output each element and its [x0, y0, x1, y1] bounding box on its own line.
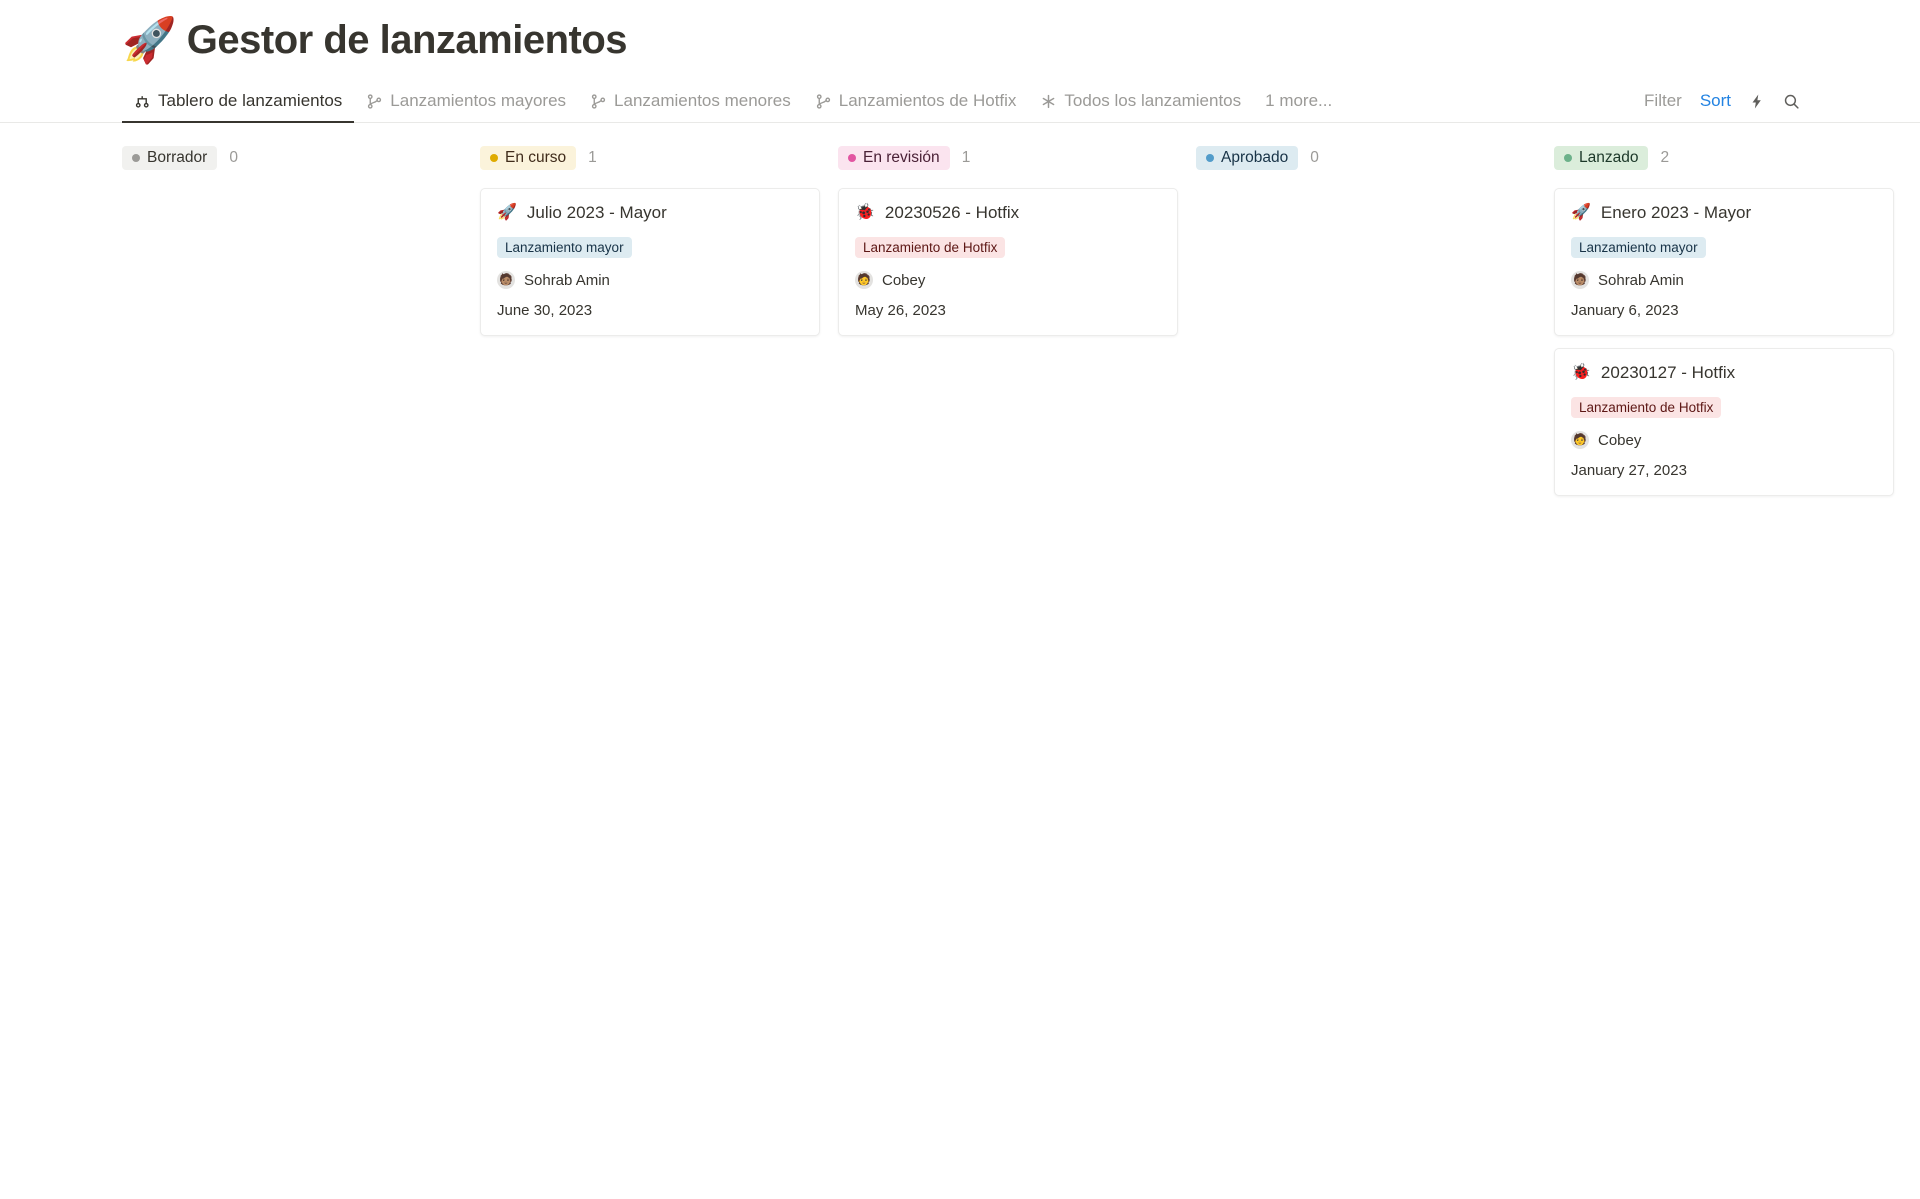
board-icon — [134, 93, 151, 110]
card-date: January 27, 2023 — [1571, 462, 1687, 479]
tab-label: Lanzamientos de Hotfix — [838, 91, 1017, 110]
board-column-borrador — [122, 145, 480, 188]
column-name: En revisión — [863, 149, 940, 166]
card-date: May 26, 2023 — [855, 302, 946, 319]
card-person-name: Cobey — [1598, 431, 1642, 449]
card-date: January 6, 2023 — [1571, 302, 1679, 319]
avatar: 🧑🏽 — [1571, 271, 1589, 289]
rocket-icon: 🚀 — [1571, 204, 1591, 221]
status-badge — [1554, 146, 1648, 170]
lightning-icon[interactable] — [1749, 93, 1765, 110]
card-person-name: Sohrab Amin — [1598, 271, 1684, 289]
rocket-icon: 🚀 — [497, 204, 517, 221]
card-title-row — [855, 203, 1161, 223]
bug-icon: 🐞 — [1571, 364, 1591, 381]
status-badge — [480, 146, 576, 170]
tabs-more-button[interactable]: 1 more... — [1265, 91, 1333, 110]
column-header[interactable] — [122, 145, 480, 171]
status-dot-icon — [490, 154, 498, 162]
board-column-aprobado — [1196, 145, 1554, 188]
view-tabs — [122, 91, 1644, 122]
status-badge — [1196, 146, 1298, 170]
tab-label: Lanzamientos mayores — [390, 91, 567, 110]
card-title: Enero 2023 - Mayor — [1600, 203, 1752, 222]
column-count: 1 — [961, 149, 971, 166]
card-date: June 30, 2023 — [497, 302, 593, 319]
tab-todos-los-lanzamientos[interactable] — [1028, 91, 1253, 122]
column-header[interactable] — [1554, 145, 1912, 171]
status-dot-icon — [1206, 154, 1214, 162]
view-toolbar — [1644, 91, 1800, 122]
column-header[interactable] — [838, 145, 1196, 171]
branch-icon — [815, 93, 832, 110]
card-person — [1571, 431, 1877, 449]
avatar: 🧑 — [855, 271, 873, 289]
card-person — [1571, 271, 1877, 289]
view-tabbar — [0, 81, 1920, 123]
column-header[interactable] — [480, 145, 838, 171]
card-person-name: Sohrab Amin — [524, 271, 610, 289]
tab-label: Lanzamientos menores — [614, 91, 791, 110]
tab-label: Todos los lanzamientos — [1064, 91, 1242, 110]
card-title: Julio 2023 - Mayor — [526, 203, 667, 222]
avatar: 🧑 — [1571, 431, 1589, 449]
card-tag: Lanzamiento mayor — [1571, 237, 1706, 258]
tab-lanzamientos-de-hotfix[interactable] — [803, 91, 1029, 122]
card-title-row — [497, 203, 803, 223]
board-card[interactable] — [1554, 188, 1894, 336]
bug-icon: 🐞 — [855, 204, 875, 221]
sort-button[interactable]: Sort — [1699, 91, 1731, 110]
board-column-lanzado — [1554, 145, 1912, 508]
column-header[interactable] — [1196, 145, 1554, 171]
asterisk-icon — [1040, 93, 1057, 110]
board-card[interactable] — [1554, 348, 1894, 496]
tab-label: Tablero de lanzamientos — [158, 91, 343, 110]
card-title: 20230526 - Hotfix — [884, 203, 1020, 222]
card-person — [497, 271, 803, 289]
avatar: 🧑🏽 — [497, 271, 515, 289]
column-name: Borrador — [147, 149, 208, 166]
board-card[interactable] — [480, 188, 820, 336]
status-badge — [122, 146, 217, 170]
tab-lanzamientos-mayores[interactable] — [354, 91, 578, 122]
tab-tablero-de-lanzamientos[interactable] — [122, 91, 354, 122]
card-tag: Lanzamiento de Hotfix — [1571, 397, 1721, 418]
page-title: Gestor de lanzamientos — [186, 18, 628, 62]
column-count: 0 — [1310, 149, 1319, 166]
status-dot-icon — [132, 154, 140, 162]
search-icon[interactable] — [1783, 93, 1800, 110]
rocket-icon: 🚀 — [122, 15, 177, 65]
branch-icon — [590, 93, 607, 110]
board-column-en-curso — [480, 145, 838, 348]
column-count: 1 — [588, 149, 597, 166]
kanban-board — [0, 123, 1920, 508]
card-title-row — [1571, 363, 1877, 383]
column-name: Lanzado — [1579, 149, 1639, 166]
card-tag: Lanzamiento de Hotfix — [855, 237, 1005, 258]
card-tag: Lanzamiento mayor — [497, 237, 632, 258]
column-name: En curso — [505, 149, 567, 166]
tab-lanzamientos-menores[interactable] — [578, 91, 803, 122]
status-dot-icon — [848, 154, 856, 162]
column-name: Aprobado — [1221, 149, 1289, 166]
branch-icon — [366, 93, 383, 110]
page-header — [0, 0, 1920, 63]
column-count: 2 — [1660, 149, 1670, 166]
board-column-en-revision — [838, 145, 1196, 348]
card-title: 20230127 - Hotfix — [1600, 363, 1736, 382]
status-dot-icon — [1564, 154, 1572, 162]
card-title-row — [1571, 203, 1877, 223]
card-person-name: Cobey — [882, 271, 926, 289]
board-card[interactable] — [838, 188, 1178, 336]
filter-button[interactable]: Filter — [1644, 91, 1682, 110]
card-person — [855, 271, 1161, 289]
status-badge — [838, 146, 950, 170]
column-count: 0 — [229, 149, 238, 166]
